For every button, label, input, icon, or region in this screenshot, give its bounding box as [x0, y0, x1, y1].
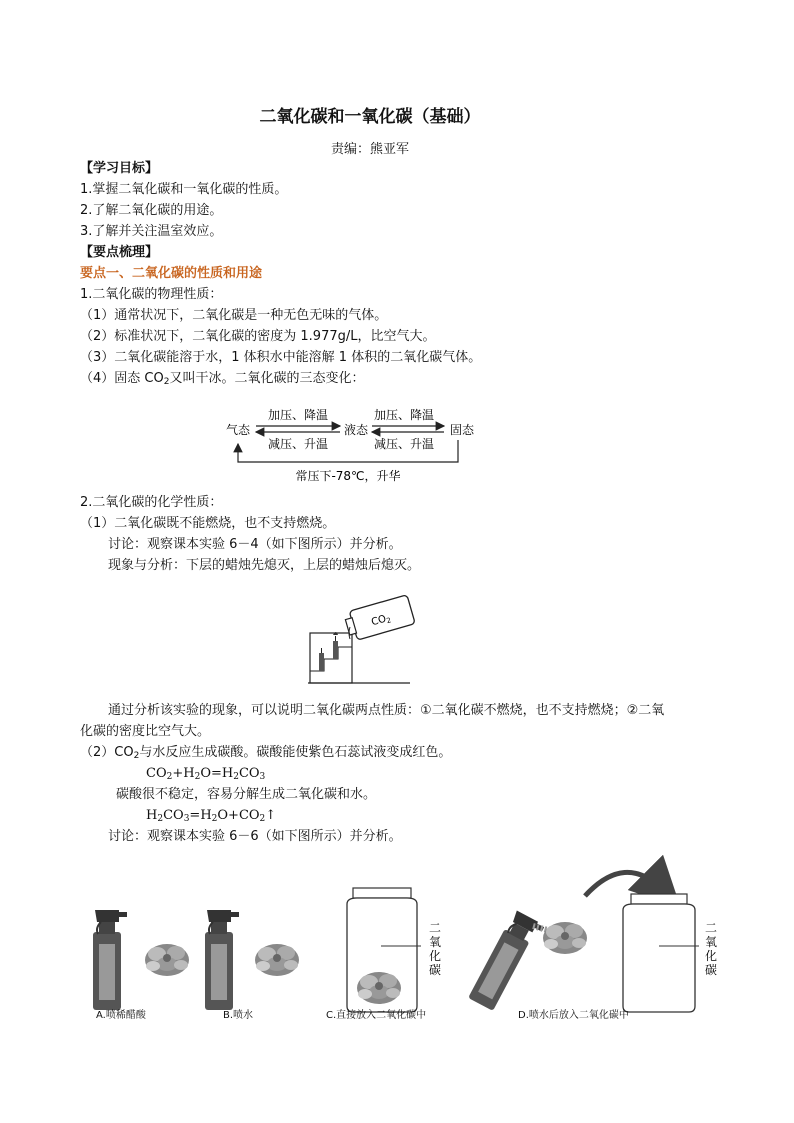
jar-label-char: 碳 — [429, 963, 442, 977]
jar-label-char: 氧 — [705, 935, 718, 949]
physical-line: （3）二氧化碳能溶于水，1 体积水中能溶解 1 体积的二氧化碳气体。 — [80, 350, 482, 365]
label-sublimation: 常压下-78℃，升华 — [295, 469, 401, 483]
jar-label-char: 二 — [705, 921, 718, 935]
jar-label-char: 二 — [429, 921, 442, 935]
label-forward-2: 加压、降温 — [373, 408, 435, 422]
candle-icon — [319, 653, 324, 671]
candle-icon — [333, 641, 338, 659]
unstable-text: 碳酸很不稳定，容易分解生成二氧化碳和水。 — [116, 787, 377, 802]
phenomenon: 现象与分析：下层的蜡烛先熄灭，上层的蜡烛后熄灭。 — [108, 558, 421, 573]
gas-jar-icon — [623, 894, 695, 1012]
discussion: 讨论：观察课本实验 6－6（如下图所示）并分析。 — [108, 829, 402, 844]
spray-bottle-icon — [205, 910, 239, 1010]
flower-icon — [543, 922, 587, 954]
label-backward-2: 减压、升温 — [373, 437, 435, 451]
flower-icon — [145, 944, 189, 976]
discussion: 讨论：观察课本实验 6－4（如下图所示）并分析。 — [108, 537, 402, 552]
state-gas: 气态 — [225, 423, 251, 437]
co2-label: $CO_2$ — [370, 613, 393, 629]
equation-2: $H_2CO_3=H_2O+CO_2↑$ — [146, 808, 277, 824]
caption-a: A.喷稀醋酸 — [96, 1010, 146, 1021]
author: 责编：熊亚军 — [330, 142, 409, 157]
state-liquid: 液态 — [343, 423, 369, 437]
jar-label-char: 碳 — [705, 963, 718, 977]
equation-1: $CO_2+H_2O=H_2CO_3$ — [146, 766, 266, 782]
jar-label-char: 化 — [705, 949, 718, 963]
flower-icon — [255, 944, 299, 976]
caption-d: D.喷水后放入二氧化碳中 — [518, 1010, 629, 1021]
physical-line: （2）标准状况下，二氧化碳的密度为 1.977g/L，比空气大。 — [80, 329, 436, 344]
chemical-line: $(2)CO_2$与水反应生成碳酸。碳酸能使紫色石蕊试液变成红色。 — [80, 745, 452, 761]
label-forward-1: 加压、降温 — [267, 408, 329, 422]
physical-heading: 1.二氧化碳的物理性质： — [80, 287, 223, 302]
goal-item: 3.了解并关注温室效应。 — [80, 224, 223, 239]
goal-item: 2.了解二氧化碳的用途。 — [80, 203, 223, 218]
spray-bottle-icon — [93, 910, 127, 1010]
analysis-line: 化碳的密度比空气大。 — [80, 724, 211, 739]
points-heading: 【要点梳理】 — [80, 245, 159, 260]
page-title: 二氧化碳和一氧化碳（基础） — [259, 107, 481, 127]
jar-label-char: 氧 — [429, 935, 442, 949]
chemical-heading: 2.二氧化碳的化学性质： — [80, 495, 223, 510]
caption-b: B.喷水 — [223, 1010, 254, 1021]
flower-icon — [357, 972, 401, 1004]
goals-heading: 【学习目标】 — [80, 161, 159, 176]
litmus-flower-experiment-figure — [85, 848, 725, 1028]
candle-experiment-figure — [300, 595, 420, 690]
state-solid: 固态 — [449, 423, 475, 437]
move-arrow-icon — [585, 872, 663, 896]
jar-label-char: 化 — [429, 949, 442, 963]
co2-bottle-icon — [343, 595, 415, 642]
point1-heading: 要点一、二氧化碳的性质和用途 — [80, 266, 263, 281]
physical-line: （1）通常状况下，二氧化碳是一种无色无味的气体。 — [80, 308, 388, 323]
physical-line: （4）固态 $CO_2$又叫干冰。二氧化碳的三态变化： — [80, 371, 365, 387]
three-state-diagram — [220, 398, 480, 488]
goal-item: 1.掌握二氧化碳和一氧化碳的性质。 — [80, 182, 288, 197]
chemical-line: （1）二氧化碳既不能燃烧，也不支持燃烧。 — [80, 516, 336, 531]
label-backward-1: 减压、升温 — [267, 437, 329, 451]
analysis-line: 通过分析该实验的现象，可以说明二氧化碳两点性质：①二氧化碳不燃烧，也不支持燃烧；②二氧 — [108, 703, 665, 718]
caption-c: C.直接放入二氧化碳中 — [326, 1010, 427, 1021]
